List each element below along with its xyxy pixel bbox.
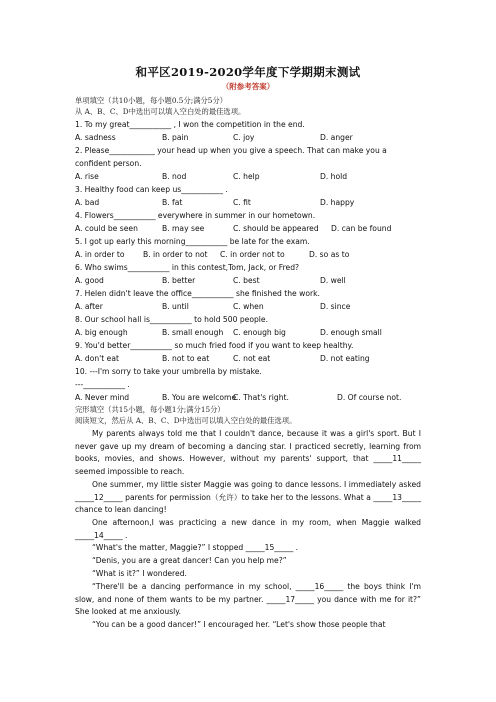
option-c: C. joy (233, 133, 255, 142)
section2-heading: 完形填空（共15小题，每小题1分;满分15分） (75, 405, 225, 414)
option-c: C. help (233, 172, 260, 181)
option-d: D. can be found (331, 224, 392, 233)
option-b: B. better (162, 276, 196, 285)
option-c: C. That's right. (233, 393, 289, 402)
option-c: C. not eat (233, 354, 271, 363)
question-stem-cont: ---___________ . (75, 380, 130, 389)
option-d: D. well (320, 276, 346, 285)
passage-paragraph: “What is it?” I wondered. (92, 569, 187, 578)
question-stem: 6. Who swims___________ in this contest,Tom, Jack, or Fred? (75, 263, 300, 272)
option-a: A. don't eat (75, 354, 119, 363)
passage-paragraph: “There'll be a dancing performance in my school, _____16_____ the boys think I'm slow, and none of them wants to be my partner. _____17_____ you dance with me for it?” She looked at me anxiously. (75, 582, 421, 617)
question-stem: 9. You'd better___________ so much fried food if you want to keep healthy. (75, 341, 354, 350)
question-stem: 7. Helen didn't leave the office___________ she finished the work. (75, 289, 320, 298)
option-c: C. enough big (233, 328, 286, 337)
option-d: D. happy (320, 198, 355, 207)
option-c: C. should be appeared (233, 224, 319, 233)
option-b: B. in order to not (143, 250, 208, 259)
option-a: A. bad (75, 198, 100, 207)
question-stem: 8. Our school hall is___________ to hold 500 people. (75, 315, 268, 324)
option-b: B. small enough (162, 328, 224, 337)
option-a: A. after (75, 302, 103, 311)
passage-paragraph: “You can be a good dancer!” I encouraged her. “Let's show those people that (92, 620, 386, 629)
option-d: D. enough small (320, 328, 382, 337)
option-d: D. Of course not. (337, 393, 402, 402)
question-stem-cont: confident person. (75, 159, 142, 168)
option-d: D. since (320, 302, 351, 311)
option-b: B. You are welcome (162, 393, 237, 402)
question-stem: 1. To my great___________ , I won the competition in the end. (75, 120, 305, 129)
question-stem: 3. Healthy food can keep us___________ . (75, 185, 228, 194)
question-stem: 10. ---I'm sorry to take your umbrella by mistake. (75, 367, 262, 376)
passage-paragraph: One summer, my little sister Maggie was going to dance lessons. I immediately asked _____12_____ parents for permission（允许）to take her to the lessons. What a _____13_____ chance to lean dancing! (75, 480, 421, 515)
option-d: D. not eating (320, 354, 370, 363)
option-b: B. not to eat (162, 354, 210, 363)
option-d: D. hold (320, 172, 348, 181)
option-b: B. fat (162, 198, 183, 207)
option-a: A. rise (75, 172, 99, 181)
option-d: D. so as to (309, 250, 350, 259)
option-d: D. anger (320, 133, 353, 142)
passage-paragraph: One afternoon,I was practicing a new dance in my room, when Maggie walked _____14_____ . (75, 518, 421, 540)
passage-paragraph: “Denis, you are a great dancer! Can you help me?” (92, 556, 287, 565)
passage-paragraph: “What's the matter, Maggie?” I stopped _____15_____ . (92, 543, 299, 552)
option-a: A. sadness (75, 133, 116, 142)
document-title: 和平区2019-2020学年度下学期期末测试 (135, 65, 361, 79)
answer-note: （附参考答案） (221, 82, 275, 91)
option-a: A. could be seen (75, 224, 138, 233)
option-b: B. nod (162, 172, 187, 181)
option-a: A. good (75, 276, 104, 285)
option-b: B. until (162, 302, 189, 311)
section1-instruction: 从 A、B、C、D中选出可以填入空白处的最佳选项。 (75, 107, 246, 116)
option-c: C. best (233, 276, 260, 285)
option-c: C. in order not to (220, 250, 285, 259)
passage-paragraph: My parents always told me that I couldn't dance, because it was a girl's sport. But I never gave up my dream of becoming a dancing star. I practiced secretly, learning from books, movies, and shows. However, without my parents' support, that _____11_____ seemed impossible to reach. (75, 429, 421, 476)
option-a: A. big enough (75, 328, 128, 337)
option-b: B. pain (162, 133, 189, 142)
section1-heading: 单项填空（共10小题，每小题0.5分;满分5分） (75, 96, 228, 105)
option-c: C. fit (233, 198, 251, 207)
option-b: B. may see (162, 224, 205, 233)
question-stem: 4. Flowers___________ everywhere in summer in our hometown. (75, 211, 316, 220)
question-stem: 5. I got up early this morning___________ be late for the exam. (75, 237, 310, 246)
option-a: A. Never mind (75, 393, 130, 402)
section2-instruction: 阅读短文，然后从 A、B、C、D中选出可以填入空白处的最佳选项。 (75, 416, 297, 425)
option-a: A. in order to (75, 250, 125, 259)
option-c: C. when (233, 302, 264, 311)
question-stem: 2. Please____________ your head up when you give a speech. That can make you a (75, 146, 387, 155)
